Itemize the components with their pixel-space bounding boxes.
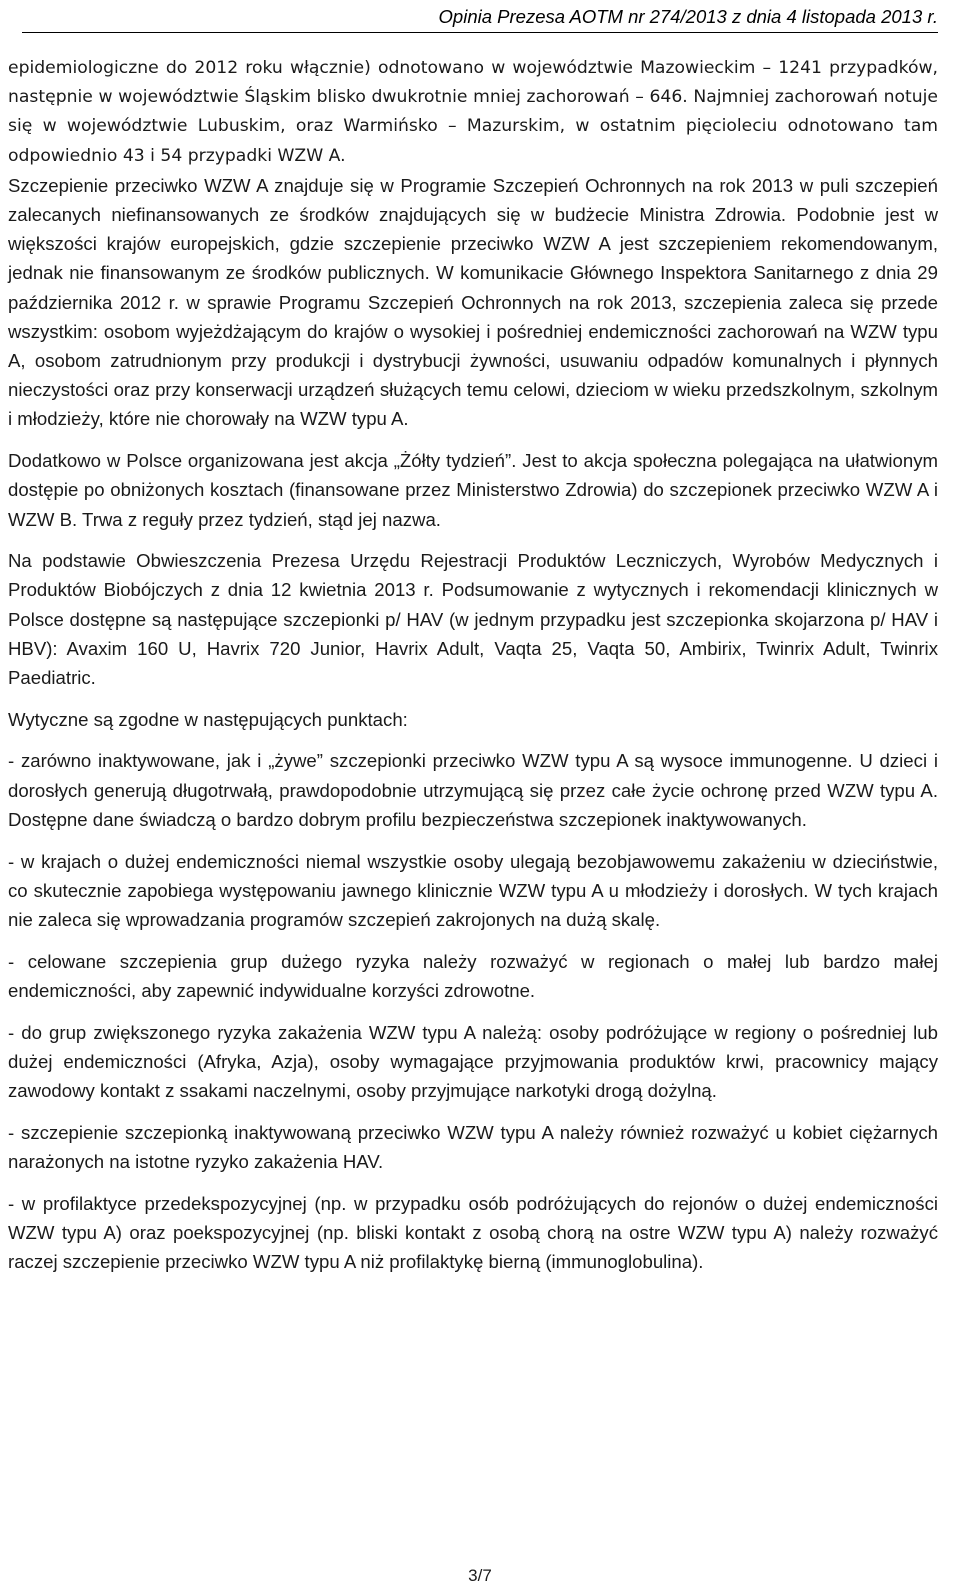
paragraph-guidelines-intro: Wytyczne są zgodne w następujących punktach:	[8, 708, 408, 730]
document-title: Opinia Prezesa AOTM nr 274/2013 z dnia 4 listopada 2013 r.	[438, 6, 938, 27]
list-item-high-endemicity: - w krajach o dużej endemiczności niemal wszystkie osoby ulegają bezobjawowemu zakażeniu w dzieciństwie, co skutecznie zapobiega występowaniu jawnego klinicznie WZW typu A u młodzieży i dorosłych. W tych krajach nie zaleca się wprowadzania programów szczepień zakrojonych na dużą skalę.	[8, 850, 938, 930]
list-item-prophylaxis: - w profilaktyce przedekspozycyjnej (np. w przypadku osób podróżujących do rejonów o dużej endemiczności WZW typu A) oraz poekspozycyjnej (np. bliski kontakt z osobą chorą na ostre WZW typu A) należy rozważyć raczej szczepienie przeciwko WZW typu A niż profilaktykę bierną (immunoglobulina).	[8, 1192, 938, 1273]
paragraph-epidemiology: epidemiologiczne do 2012 roku włącznie) odnotowano w województwie Mazowieckim – 1241 przypadków, następnie w województwie Śląskim blisko dwukrotnie mniej zachorowań – 646. Najmniej zachorowań notuje się w województwie Lubuskim, oraz Warmińsko – Mazurskim, w ostatnim pięcioleciu odnotowano tam odpowiednio 43 i 54 przypadki WZW A.	[8, 58, 938, 166]
page-header	[22, 4, 938, 33]
paragraph-vaccination-program: Szczepienie przeciwko WZW A znajduje się w Programie Szczepień Ochronnych na rok 2013 w puli szczepień zalecanych niefinansowanych ze środków znajdujących się w budżecie Ministra Zdrowia. Podobnie jest w większości krajów europejskich, gdzie szczepienie przeciwko WZW A jest szczepieniem rekomendowanym, jednak nie finansowanym ze środków publicznych. W komunikacie Głównego Inspektora Sanitarnego z dnia 29 października 2012 r. w sprawie Programu Szczepień Ochronnych na rok 2013, szczepienia zaleca się przede wszystkim: osobom wyjeżdżającym do krajów o wysokiej i pośredniej endemiczności zachorowań na WZW typu A, osobom zatrudnionym przy produkcji i dystrybucji żywności, usuwaniu odpadów komunalnych i płynnych nieczystości oraz przy konserwacji urządzeń służących temu celowi, dzieciom w wieku przedszkolnym, szkolnym i młodzieży, które nie chorowały na WZW typu A.	[8, 174, 938, 430]
list-item-targeted-vaccination: - celowane szczepienia grup dużego ryzyka należy rozważyć w regionach o małej lub bardzo małej endemiczności, aby zapewnić indywidualne korzyści zdrowotne.	[8, 950, 938, 1001]
list-item-risk-groups: - do grup zwiększonego ryzyka zakażenia WZW typu A należą: osoby podróżujące w regiony o pośredniej lub dużej endemiczności (Afryka, Azja), osoby wymagające przyjmowania produktów krwi, pracownicy mający zawodowy kontakt z ssakami naczelnymi, osoby przyjmujące narkotyki drogą dożylną.	[8, 1021, 938, 1101]
list-item-pregnant-women: - szczepienie szczepionką inaktywowaną przeciwko WZW typu A należy również rozważyć u kobiet ciężarnych narażonych na istotne ryzyko zakażenia HAV.	[8, 1121, 938, 1172]
list-item-immunogenicity: - zarówno inaktywowane, jak i „żywe” szczepionki przeciwko WZW typu A są wysoce immunogenne. U dzieci i dorosłych generują długotrwałą, prawdopodobnie utrzymującą się przez całe życie ochronę przed WZW typu A. Dostępne dane świadczą o bardzo dobrym profilu bezpieczeństwa szczepionek inaktywowanych.	[8, 750, 938, 830]
page-number: 3/7	[468, 1566, 492, 1585]
paragraph-available-vaccines: Na podstawie Obwieszczenia Prezesa Urzędu Rejestracji Produktów Leczniczych, Wyrobów Medycznych i Produktów Biobójczych z dnia 12 kwietnia 2013 r. Podsumowanie z wytycznych i rekomendacji klinicznych w Polsce dostępne są następujące szczepionki p/ HAV (w jednym przypadku jest szczepionka skojarzona p/ HAV i HBV): Avaxim 160 U, Havrix 720 Junior, Havrix Adult, Vaqta 25, Vaqta 50, Ambirix, Twinrix Adult, Twinrix Paediatric.	[8, 550, 938, 689]
paragraph-yellow-week: Dodatkowo w Polsce organizowana jest akcja „Żółty tydzień”. Jest to akcja społeczna polegająca na ułatwionym dostępie po obniżonych kosztach (finansowane przez Ministerstwo Zdrowia) do szczepionek przeciwko WZW A i WZW B. Trwa z reguły przez tydzień, stąd jej nazwa.	[8, 450, 938, 530]
document-body	[8, 54, 938, 1289]
